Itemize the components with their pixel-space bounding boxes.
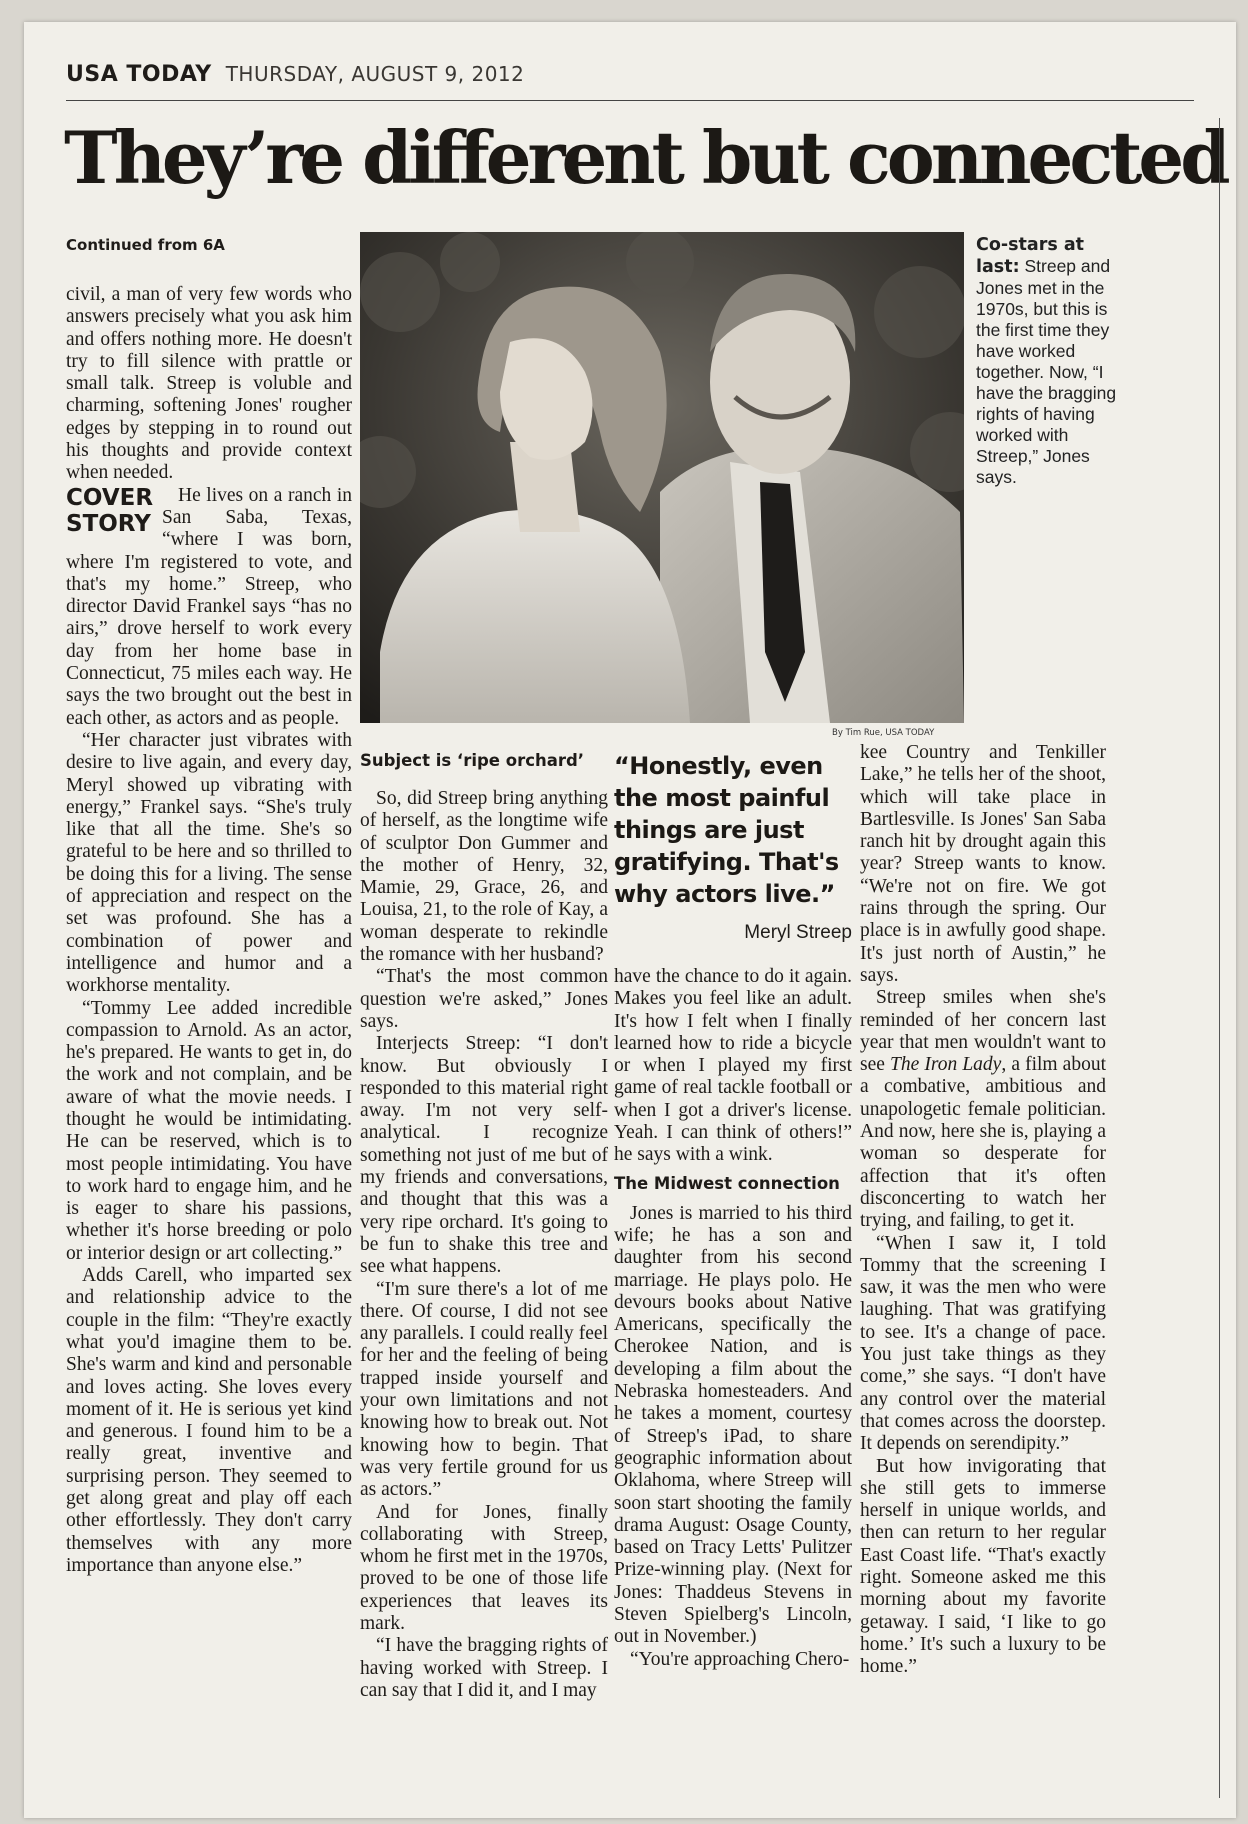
article-column-1 [66,284,352,1577]
text-run: , a film about a combative, ambitious and unapologetic female politician. And now, here she is, playing a woman so desperate for affection that it's often disconcerting to watch her trying, and failing, to get it. [860,1054,1107,1232]
caption-text: Streep and Jones met in the 1970s, but this is the first time they have worked together. Now, “I have the bragging rights of having worked with Streep,” Jones says. [976,256,1117,487]
photo-credit: By Tim Rue, USA TODAY [832,728,935,738]
article-column-4 [860,742,1106,1678]
paragraph: So, did Streep bring anything of herself, as the longtime wife of sculptor Don Gummer and the mother of Henry, 32, Mamie, 29, Grace, 26, and Louisa, 21, to the role of Kay, a woman desperate to rekindle the romance with her husband? [360,788,608,966]
section-subhead: Subject is ‘ripe orchard’ [360,751,585,770]
cover-story-label: COVER STORY [66,484,154,537]
continued-from: Continued from 6A [66,236,225,254]
paragraph: Jones is married to his third wife; he has a son and daughter from his second marriage. He plays polo. He devours books about Native Americans, specifically the Cherokee Nation, and is developing a film about the Nebraska homesteaders. And he takes a moment, courtesy of Streep's iPad, to share geographic information about Oklahoma, where Streep will soon start shooting the family drama August: Osage County, based on Tracy Letts' Pulitzer Prize-winning play. (Next for Jones: Thaddeus Stevens in Steven Spielberg's Lincoln, out in November.) [614,1202,852,1648]
section-subhead: The Midwest connection [614,1173,840,1193]
caption-lead: Co-stars at last: [976,235,1085,277]
paragraph: He lives on a ranch in San Saba, Texas, “where I was born, where I'm registered to vote, and that's my home.” Streep, who director David Frankel says “has no airs,” drove herself to work every day from her home base in Connecticut, 75 miles each way. He says the two brought out the best in each other, as actors and as people. [66,484,352,729]
paragraph: “When I saw it, I told Tommy that the screening I saw, it was the men who were laughing. That was gratifying to see. It's a change of pace. You just take things as they come,” she says. “I don't have any control over the material that comes across the doorstep. It depends on serendipity.” [860,1232,1106,1455]
photo-caption [976,234,1126,488]
paragraph: kee Country and Tenkiller Lake,” he tells her of the shoot, which will take place in Bartlesville. Is Jones' San Saba ranch hit by drought again this year? Streep wants to know. “We're not on fire. We got rains through the spring. Our place is in awfully good shape. It's just north of Austin,” he says. [860,742,1106,986]
newspaper-page [24,22,1236,1818]
paragraph: have the chance to do it again. Makes you feel like an adult. It's how I felt when I finally learned how to ride a bicycle or when I played my first game of real tackle football or when I got a driver's license. Yeah. I can think of others!” he says with a wink. [614,966,852,1166]
paragraph: civil, a man of very few words who answers precisely what you ask him and offers nothing more. He doesn't try to fill silence with prattle or small talk. Streep is voluble and charming, softening Jones' rougher edges by stepping in to round out his thoughts and provide context when needed. [66,284,352,484]
paragraph: “I'm sure there's a lot of me there. Of course, I did not see any parallels. I could really feel for her and the feeling of being trapped inside yourself and your own limitations and not knowing how to break out. Not knowing how to begin. That was very fertile ground for us as actors.” [360,1278,608,1501]
brand-name: USA TODAY [66,62,212,87]
article-column-3 [614,966,852,1671]
text-run: Streep smiles when she's reminded of her concern last year that men wouldn't want to see [860,987,1106,1076]
paragraph: “You're approaching Chero- [630,1648,850,1670]
paragraph [860,987,1106,1232]
paragraph: “Her character just vibrates with desire to live again, and every day, Meryl showed up vibrating with energy,” Frankel says. “She's truly like that all the time. She's so grateful to be here and so thrilled to be doing this for a living. The sense of appreciation and respect on the set was profound. She has a combination of power and intelligence and humor and a workhorse mentality. [66,729,352,997]
photo-streep-jones [360,232,964,723]
paragraph: “Tommy Lee added incredible compassion to Arnold. As an actor, he's prepared. He wants to get in, do the work and not complain, and be aware of what the movie needs. I thought he would be intimidating. He can be reserved, which is to most people intimidating. You have to work hard to engage him, and he is eager to share his passions, whether it's horse breeding or polo or interior design or art collecting.” [66,997,352,1264]
photo-illustration [360,232,964,723]
paragraph: “I have the bragging rights of having worked with Streep. I can say that I did it, and I may [360,1635,608,1701]
pull-quote-text: “Honestly, even the most painful things are just gratifying. That's why actors live.” [614,752,839,908]
pull-quote [614,750,852,944]
issue-date: THURSDAY, AUGUST 9, 2012 [225,62,525,86]
paragraph: “That's the most common question we're asked,” Jones says. [360,966,608,1032]
column-rule [1219,118,1220,1798]
film-title: The Iron Lady [890,1054,1002,1076]
headline: They’re different but connected [64,115,1227,200]
header-rule [66,100,1194,101]
paragraph: Adds Carell, who imparted sex and relationship advice to the couple in the film: “They're exactly what you'd imagine them to be. She's warm and kind and personable and loves acting. She loves every moment of it. He is serious yet kind and generous. I found him to be a really great, inventive and surprising person. They seemed to get along great and play off each other effortlessly. They don't carry themselves with any more importance than anyone else.” [66,1265,352,1576]
paragraph: And for Jones, finally collaborating with Streep, whom he first met in the 1970s, proved to be one of those life experiences that leaves its mark. [360,1501,608,1634]
pull-quote-attribution: Meryl Streep [744,922,852,943]
paragraph: Interjects Streep: “I don't know. But obviously I responded to this material right away. I'm not very self-analytical. I recognize something not just of me but of my friends and conversations, and thought that this was a very ripe orchard. It's going to be fun to shake this tree and see what happens. [360,1033,608,1278]
masthead [66,62,524,96]
paragraph: But how invigorating that she still gets to immerse herself in unique worlds, and then can return to her regular East Coast life. “That's exactly right. Someone asked me this morning about my favorite getaway. I said, ‘I like to go home.’ It's such a luxury to be home.” [860,1455,1106,1678]
article-column-2 [360,750,608,1702]
